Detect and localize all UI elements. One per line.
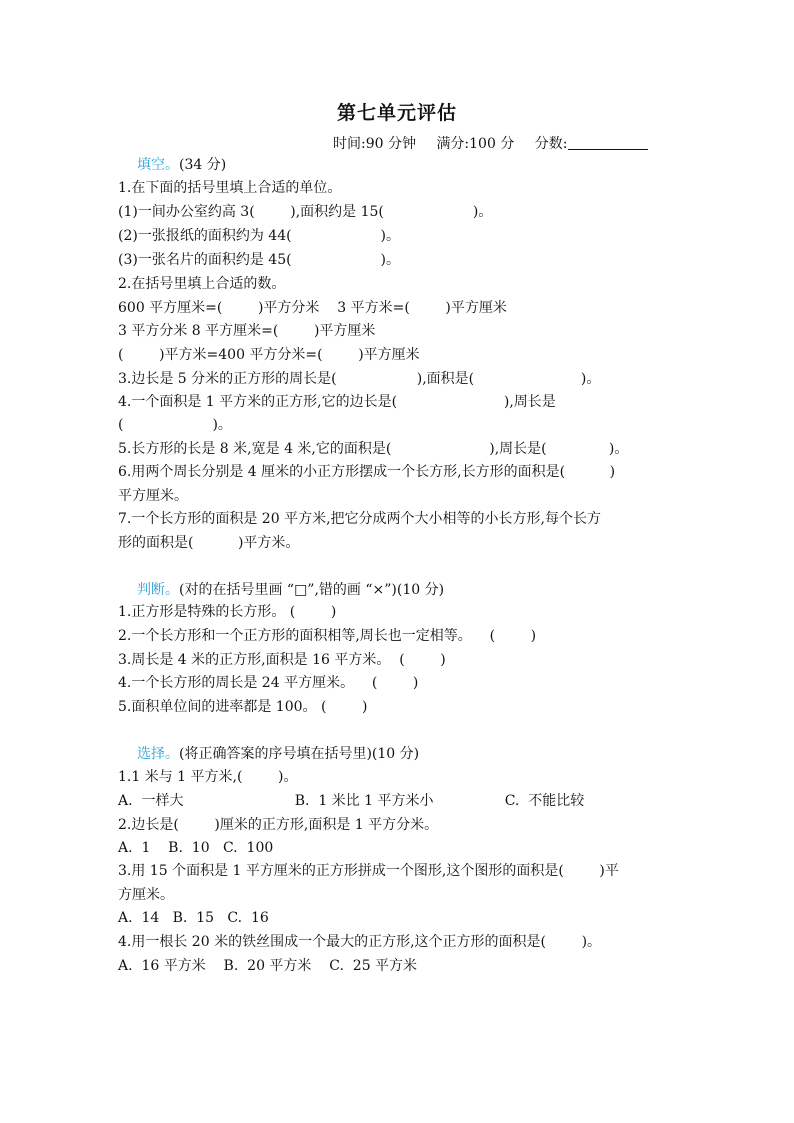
fill-line: 2.在括号里填上合适的数。	[118, 276, 286, 292]
fill-line: 3.边长是 5 分米的正方形的周长是( ),面积是( )。	[118, 371, 601, 387]
fill-line: ( )平方米=400 平方分米=( )平方厘米	[118, 347, 420, 363]
fill-line: 形的面积是( )平方米。	[118, 535, 300, 551]
choose-line: 4.用一根长 20 米的铁丝围成一个最大的正方形,这个正方形的面积是( )。	[118, 934, 602, 950]
section-choose-note: (将正确答案的序号填在括号里)(10 分)	[179, 746, 420, 762]
choose-line: 方厘米。	[118, 887, 174, 903]
section-fill-heading: 填空。	[137, 157, 179, 173]
fill-line: 平方厘米。	[118, 488, 188, 504]
section-choose	[137, 743, 419, 763]
choose-line: 3.用 15 个面积是 1 平方厘米的正方形拼成一个图形,这个图形的面积是( )平	[118, 863, 619, 879]
fill-line: 3 平方分米 8 平方厘米=( )平方厘米	[118, 323, 376, 339]
fill-line: 6.用两个周长分别是 4 厘米的小正方形摆成一个长方形,长方形的面积是( )	[118, 464, 616, 480]
section-judge-heading: 判断。	[137, 582, 179, 598]
choose-line: A. 14 B. 15 C. 16	[118, 910, 269, 926]
choose-line: 1.1 米与 1 平方米,( )。	[118, 769, 298, 785]
section-fill-note: (34 分)	[179, 157, 227, 173]
choose-line: A. 一样大 B. 1 米比 1 平方米小 C. 不能比较	[118, 793, 585, 809]
full-score: 满分:100 分	[436, 136, 515, 152]
time-limit: 时间:90 分钟	[333, 136, 416, 152]
judge-line: 3.周长是 4 米的正方形,面积是 16 平方米。 ( )	[118, 652, 446, 668]
fill-line: 5.长方形的长是 8 米,宽是 4 米,它的面积是( ),周长是( )。	[118, 441, 629, 457]
fill-line: (2)一张报纸的面积约为 44( )。	[118, 228, 401, 244]
section-judge	[137, 579, 444, 599]
page-title: 第七单元评估	[336, 102, 457, 124]
choose-line: A. 16 平方米 B. 20 平方米 C. 25 平方米	[118, 958, 418, 974]
fill-line: (3)一张名片的面积约是 45( )。	[118, 252, 401, 268]
section-fill	[137, 154, 226, 174]
choose-line: A. 1 B. 10 C. 100	[118, 840, 274, 856]
fill-line: 7.一个长方形的面积是 20 平方米,把它分成两个大小相等的小长方形,每个长方	[118, 511, 601, 527]
fill-line: 600 平方厘米=( )平方分米 3 平方米=( )平方厘米	[118, 300, 507, 316]
judge-line: 1.正方形是特殊的长方形。 ( )	[118, 604, 337, 620]
fill-line: ( )。	[118, 417, 232, 433]
section-judge-note: (对的在括号里画 “□”,错的画 “×”)(10 分)	[179, 582, 445, 598]
choose-line: 2.边长是( )厘米的正方形,面积是 1 平方分米。	[118, 817, 439, 833]
fill-line: 4.一个面积是 1 平方米的正方形,它的边长是( ),周长是	[118, 394, 556, 410]
judge-line: 4.一个长方形的周长是 24 平方厘米。 ( )	[118, 675, 419, 691]
fill-line: 1.在下面的括号里填上合适的单位。	[118, 180, 342, 196]
judge-line: 2.一个长方形和一个正方形的面积相等,周长也一定相等。 ( )	[118, 628, 537, 644]
judge-line: 5.面积单位间的进率都是 100。 ( )	[118, 699, 368, 715]
score-blank	[568, 135, 648, 150]
section-choose-heading: 选择。	[137, 746, 179, 762]
score-label: 分数:	[534, 136, 568, 152]
fill-line: (1)一间办公室约高 3( ),面积约是 15( )。	[118, 204, 493, 220]
exam-meta	[333, 133, 648, 153]
